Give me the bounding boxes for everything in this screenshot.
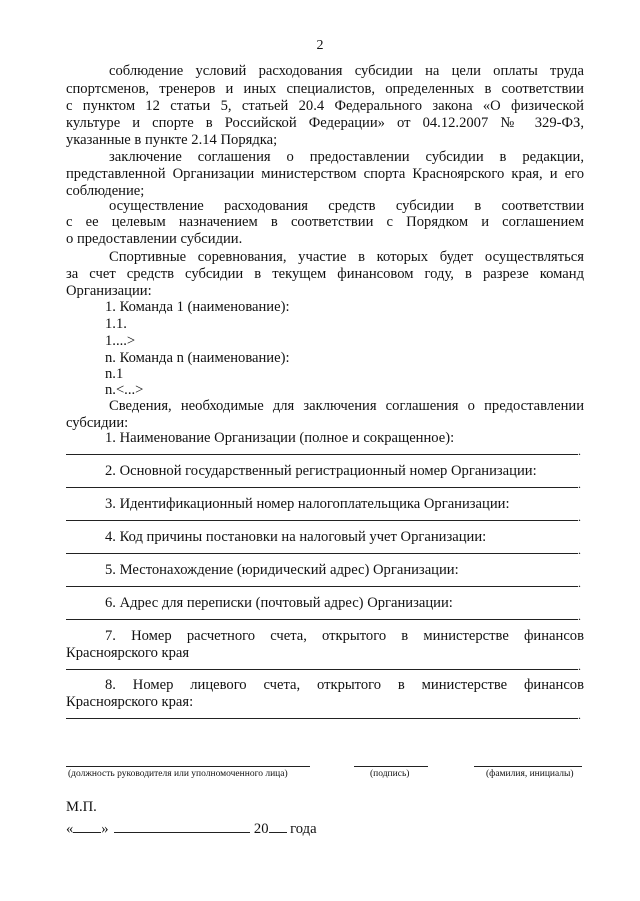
signature-caption: (подпись) bbox=[370, 769, 410, 779]
name-blank-line[interactable] bbox=[474, 766, 582, 767]
team-list-item: n. Команда n (наименование): bbox=[105, 350, 290, 366]
paragraph-line: субсидии: bbox=[66, 415, 129, 431]
field-blank-line[interactable] bbox=[66, 619, 578, 620]
team-list-item: n.1 bbox=[105, 366, 124, 382]
paragraph-line: за счет средств субсидии в текущем финансовом году, в разрезе команд bbox=[66, 266, 584, 282]
paragraph-line: представленной Организации министерством спорта Красноярского края, и его bbox=[66, 166, 584, 182]
paragraph-line: с пунктом 12 статьи 5, статьей 20.4 Федерального закона «О физической bbox=[66, 98, 584, 114]
paragraph-line: соблюдение условий расходования субсидии на цели оплаты труда bbox=[109, 63, 584, 79]
field-end-mark: . bbox=[578, 510, 581, 524]
paragraph-line: заключение соглашения о предоставлении субсидии в редакции, bbox=[109, 149, 584, 165]
field-blank-line[interactable] bbox=[66, 718, 578, 719]
stamp-place: М.П. bbox=[66, 799, 97, 815]
date-line bbox=[66, 818, 317, 838]
paragraph-line: соблюдение; bbox=[66, 183, 145, 199]
date-open-quote: « bbox=[66, 821, 74, 837]
field-end-mark: . bbox=[578, 543, 581, 557]
field-label-personal-account-cont: Красноярского края: bbox=[66, 694, 194, 710]
name-caption: (фамилия, инициалы) bbox=[486, 769, 574, 779]
field-blank-line[interactable] bbox=[66, 669, 578, 670]
field-blank-line[interactable] bbox=[66, 520, 578, 521]
field-label-settlement-account-cont: Красноярского края bbox=[66, 645, 190, 661]
field-label-legal-address: 5. Местонахождение (юридический адрес) Организации: bbox=[105, 562, 459, 578]
field-label-personal-account: 8. Номер лицевого счета, открытого в министерстве финансов bbox=[105, 677, 584, 693]
year-blank[interactable] bbox=[269, 818, 287, 833]
field-label-postal-address: 6. Адрес для переписки (почтовый адрес) Организации: bbox=[105, 595, 453, 611]
field-end-mark: . bbox=[578, 576, 581, 590]
paragraph-line: осуществление расходования средств субсидии в соответствии bbox=[109, 198, 584, 214]
field-end-mark: . bbox=[578, 609, 581, 623]
paragraph-line: указанные в пункте 2.14 Порядка; bbox=[66, 132, 278, 148]
team-list-item: 1....> bbox=[105, 333, 136, 349]
field-label-organization-name: 1. Наименование Организации (полное и сокращенное): bbox=[105, 430, 455, 446]
month-blank[interactable] bbox=[114, 818, 250, 833]
field-label-inn: 3. Идентификационный номер налогоплательщика Организации: bbox=[105, 496, 510, 512]
field-blank-line[interactable] bbox=[66, 454, 578, 455]
paragraph-line: Сведения, необходимые для заключения соглашения о предоставлении bbox=[109, 398, 584, 414]
field-label-kpp: 4. Код причины постановки на налоговый учет Организации: bbox=[105, 529, 487, 545]
signature-blank-line[interactable] bbox=[354, 766, 428, 767]
team-list-item: n.<...> bbox=[105, 382, 144, 398]
paragraph-line: о предоставлении субсидии. bbox=[66, 231, 243, 247]
year-suffix: года bbox=[290, 821, 317, 837]
field-label-settlement-account: 7. Номер расчетного счета, открытого в министерстве финансов bbox=[105, 628, 584, 644]
field-end-mark: . bbox=[578, 659, 581, 673]
paragraph-line: культуре и спорте в Российской Федерации» от 04.12.2007 № 329-ФЗ, bbox=[66, 115, 584, 131]
field-blank-line[interactable] bbox=[66, 553, 578, 554]
paragraph-line: Организации: bbox=[66, 283, 152, 299]
page-number: 2 bbox=[316, 38, 324, 53]
position-blank-line[interactable] bbox=[66, 766, 310, 767]
field-blank-line[interactable] bbox=[66, 487, 578, 488]
day-blank[interactable] bbox=[73, 818, 101, 833]
field-end-mark: . bbox=[578, 444, 581, 458]
date-close-quote: » bbox=[101, 821, 109, 837]
paragraph-line: спортсменов, тренеров и иных специалистов, определенных в соответствии bbox=[66, 81, 584, 97]
position-caption: (должность руководителя или уполномоченного лица) bbox=[68, 769, 288, 779]
paragraph-line: Спортивные соревнования, участие в которых будет осуществляться bbox=[109, 249, 584, 265]
field-blank-line[interactable] bbox=[66, 586, 578, 587]
year-prefix: 20 bbox=[253, 821, 269, 837]
field-end-mark: . bbox=[578, 708, 581, 722]
paragraph-line: с ее целевым назначением в соответствии с Порядком и соглашением bbox=[66, 214, 584, 230]
field-label-ogrn: 2. Основной государственный регистрационный номер Организации: bbox=[105, 463, 537, 479]
team-list-item: 1. Команда 1 (наименование): bbox=[105, 299, 290, 315]
field-end-mark: . bbox=[578, 477, 581, 491]
team-list-item: 1.1. bbox=[105, 316, 127, 332]
